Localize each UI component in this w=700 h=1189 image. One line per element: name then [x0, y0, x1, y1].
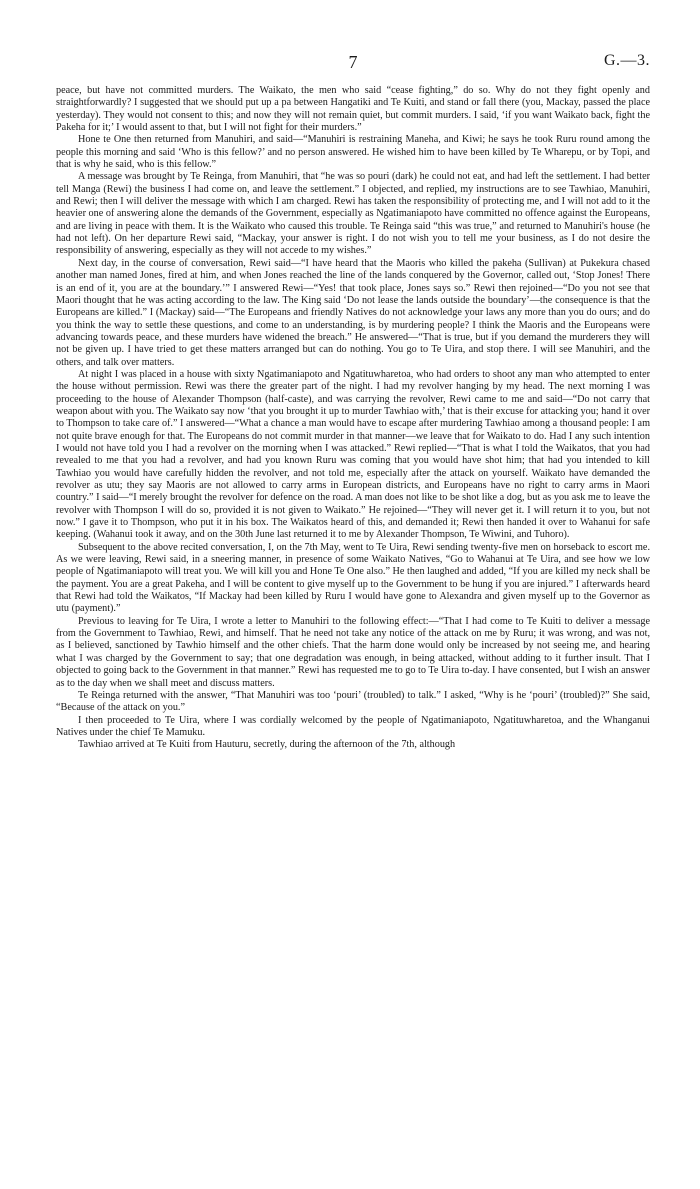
- paragraph: Tawhiao arrived at Te Kuiti from Hauturu, secretly, during the afternoon of the 7th, although: [78, 739, 456, 751]
- paragraph: Subsequent to the above recited conversation, I, on the 7th May, went to Te Uira, Rewi sending twenty-five men on horseback to escort me. As we were leaving, Rewi said, in a sneering manner, in presence of some Waikato Natives, “Go to Wahanui at Te Uira, and see how we low people of Ngatimaniapoto will treat you. We will kill you and Hone Te One also.” He then laughed and added, “If you are killed my neck shall be the payment. You are a great Pakeha, and I will be content to give myself up to the Government to be hung if you are injured.” I afterwards heard that Rewi had told the Waikatos, “If Mackay had been killed by Ruru I would have gone to Alexandra and given myself up to the Governor as utu (payment).”: [56, 541, 650, 615]
- paragraph: Previous to leaving for Te Uira, I wrote a letter to Manuhiri to the following effect:—“That I had come to Te Kuiti to deliver a message from the Government to Tawhiao, Rewi, and himself. That he need not take any notice of the attack on me by Ruru; it was wrong, and was not, as I believed, sanctioned by Tawhio himself and the other chiefs. That the harm done would only be increased by not seeing me, and hearing what I was charged by the Government to say; that one degradation was enough, in being attacked, without adding to it further insult. That I objected to going back to the Government in that manner.” Rewi has requested me to go to Te Uira to-day. I have consented, but I wish an answer as to the day when we shall meet and discuss matters.: [56, 615, 650, 689]
- paragraph: peace, but have not committed murders. The Waikato, the men who said “cease fighting,” do so. Why do not they fight openly and straightforwardly? I suggested that we should put up a pa between Hangatiki and Te Kuiti, and stand or fall there (you, Mackay, passed the place yesterday). They would not consent to this; and now they will not remain quiet, but commit murders. I said, ‘if you want Waikato back, fight the Pakeha for it;’ I would assent to that, but I will not fight for their murders.”: [56, 85, 650, 134]
- page-number: 7: [348, 52, 358, 72]
- body-text: [56, 85, 650, 752]
- paragraph: A message was brought by Te Reinga, from Manuhiri, that “he was so pouri (dark) he could not eat, and had left the settlement. I had better tell Manga (Rewi) the business I had come on, and leave the settlement.” I objected, and replied, my instructions are to see Tawhiao, Manuhiri, and Rewi; then I will deliver the message with which I am charged. Rewi has taken the responsibility of protecting me, and I will not add to it the heavier one of answering alone the demands of the Government, especially as Ngatimaniapoto have committed no offence against the Europeans, and are living in peace with them. It is the Waikato who caused this trouble. Te Reinga said “this was true,” and returned to Manuhiri's house (he had not left). On her departure Rewi said, “Mackay, your answer is right. I do not wish you to tell me your business, as I do not desire the responsibility of answering, especially as they will not accede to my wishes.”: [56, 171, 650, 257]
- document-reference: G.—3.: [603, 52, 650, 69]
- paragraph: I then proceeded to Te Uira, where I was cordially welcomed by the people of Ngatimaniapoto, Ngatituwharetoa, and the Whanganui Natives under the chief Te Mamuku.: [56, 714, 650, 738]
- paragraph: At night I was placed in a house with sixty Ngatimaniapoto and Ngatituwharetoa, who had orders to shoot any man who attempted to enter the house without permission. Rewi was there the greater part of the night. I had my revolver hanging by my head. The next morning I was proceeding to the house of Alexander Thompson (half-caste), and was carrying the revolver, Rewi came to me and said—“Do not carry that weapon about with you. The Waikato say now ‘that you brought it up to murder Tawhiao with,’ that is their excuse for attacking you; hand it over to Thompson to take care of.” I answered—“What a chance a man would have to escape after murdering Tawhiao among a thousand people: I am not quite brave enough for that. The Europeans do not commit murder in that manner—we leave that for Waikato to do. Had I any such intention I would not have told you I had a revolver on the morning when I was attacked.” Rewi replied—“That is what I told the Waikatos, that you had revealed to me that you had a revolver, and had you known Ruru was coming that you would have shot him; that had you intended to kill Tawhiao you would have carefully hidden the revolver, and not told me, especially after the attack on yourself. Waikato have demanded the revolver as utu; they say Maoris are not allowed to carry arms in European districts, and Europeans have no right to carry arms in Maori country.” I said—“I merely brought the revolver for defence on the road. A man does not like to be shot like a dog, but as you ask me to leave the revolver with Thompson I will do so, provided it is not given to Waikato.” He rejoined—“They will never get it. I will return it to you, but not now.” I gave it to Thompson, who put it in his box. The Waikatos heard of this, and demanded it; Rewi then handed it over to Wahanui for safe keeping. (Wahanui took it away, and on the 30th June last returned it to me by Alexander Thompson, Te Wiwini, and Tuhoro).: [56, 368, 650, 541]
- page-header: [56, 52, 650, 74]
- paragraph: Te Reinga returned with the answer, “That Manuhiri was too ‘pouri’ (troubled) to talk.” I asked, “Why is he ‘pouri’ (troubled)?” She said, “Because of the attack on you.”: [56, 689, 650, 714]
- paragraph: Next day, in the course of conversation, Rewi said—“I have heard that the Maoris who killed the pakeha (Sullivan) at Pukekura chased another man named Jones, fired at him, and when Jones reached the line of the lands conquered by the Governor, called out, ‘Stop Jones! There is an end of it, you are at the boundary.’” I answered Rewi—“Yes! that took place, Jones says so.” Rewi then rejoined—“Do you not see that Maori thought that he was acting according to the law. The King said ‘Do not lease the lands outside the boundary’—the consequence is that the Europeans are killed.” I (Mackay) said—“The Europeans and friendly Natives do not acknowledge your laws any more than you do ours; and do you think the way to settle these questions, and come to an understanding, is by murdering people? I think the Maoris and the Europeans were advancing towards peace, and these murders have widened the breach.” He answered—“That is true, but if you demand the murderers they will not be given up. I have tried to get these matters arranged but can do nothing. You go to Te Uira, and stop there. I will see Manuhiri, and the others, and talk over matters.: [56, 257, 650, 368]
- paragraph: Hone te One then returned from Manuhiri, and said—“Manuhiri is restraining Maneha, and Kiwi; he says he took Ruru round among the people this morning and said ‘Who is this fellow?’ and no person answered. He wished him to have been killed by Te Wharepu, or by Topi, and that is why he said, who is this fellow.”: [56, 134, 650, 171]
